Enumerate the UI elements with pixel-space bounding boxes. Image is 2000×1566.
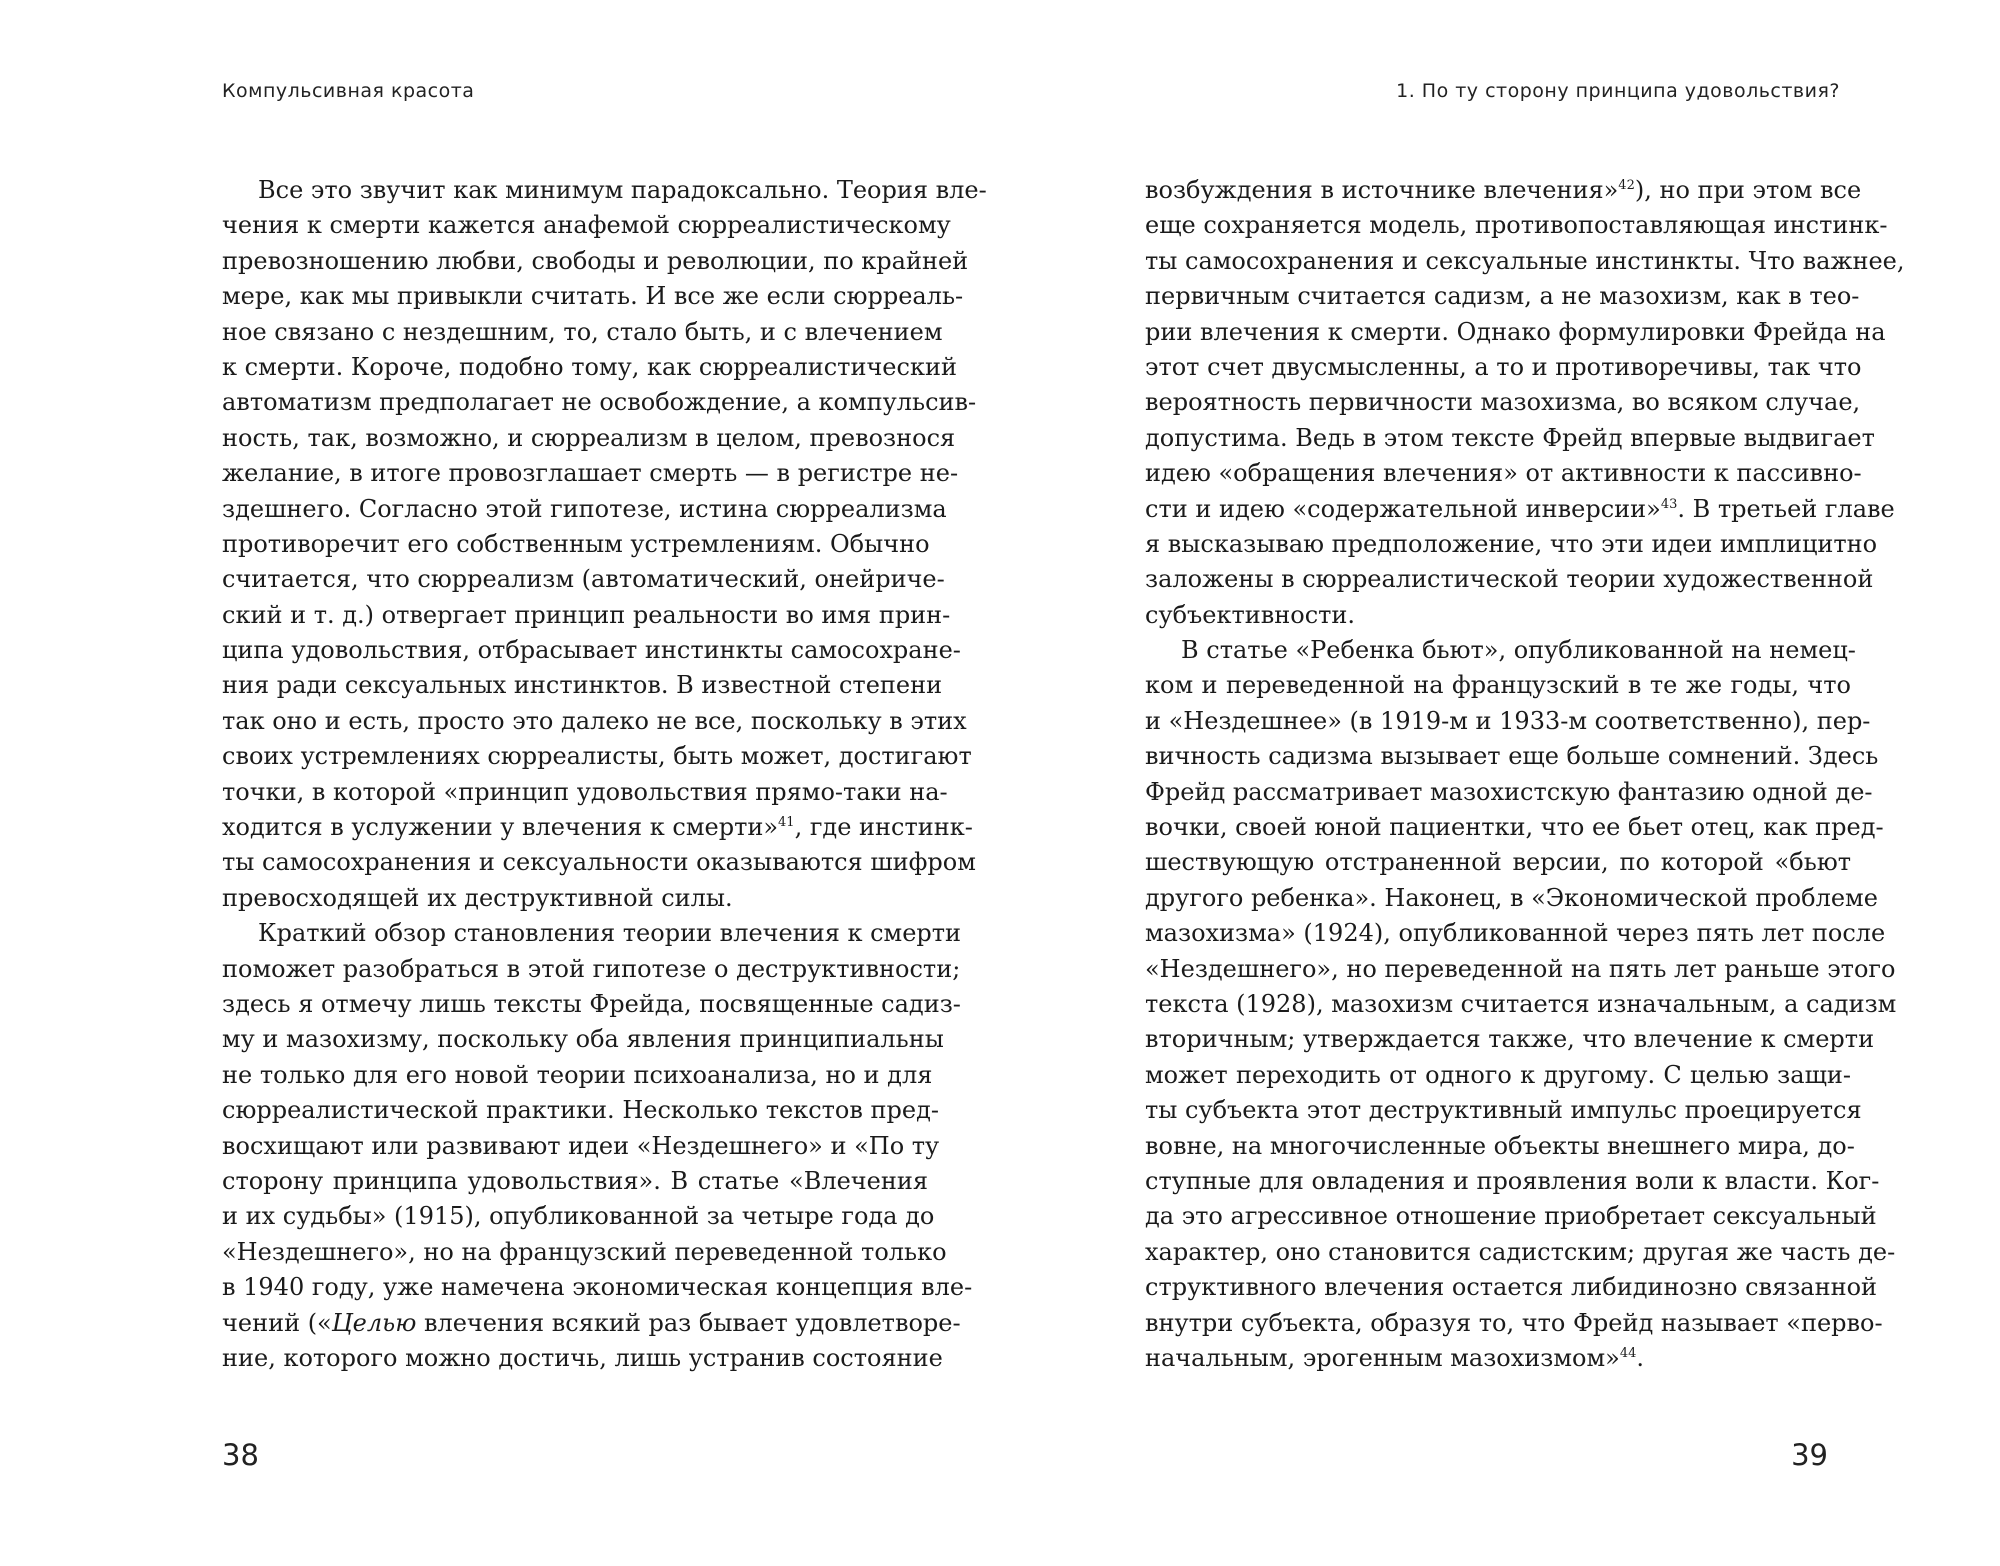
text-line: ты субъекта этот деструктивный импульс проецируется [1145, 1096, 1862, 1125]
text-line: я высказываю предположение, что эти идеи имплицитно [1145, 529, 1878, 558]
text-line: допустима. Ведь в этом тексте Фрейд впервые выдвигает [1145, 423, 1875, 452]
text-line-with-footnote [1145, 492, 1895, 527]
left-page-text [222, 173, 987, 1376]
text-line: текста (1928), мазохизм считается изначальным, а садизм [1145, 989, 1897, 1018]
text-line: желание, в итоге провозглашает смерть — в регистре не- [222, 459, 959, 488]
text-line: восхищают или развивают идеи «Нездешнего» и «По ту [222, 1131, 940, 1160]
text-line: вочки, своей юной пациентки, что ее бьет отец, как пред- [1145, 813, 1884, 842]
text-line: к смерти. Короче, подобно тому, как сюрреалистический [222, 352, 957, 381]
text-line: ком и переведенной на французский в те же годы, что [1145, 671, 1851, 700]
text-line: «Нездешнего», но переведенной на пять лет раньше этого [1145, 954, 1896, 983]
text-line: противоречит его собственным устремлениям. Обычно [222, 529, 930, 558]
text-line: в 1940 году, уже намечена экономическая концепция вле- [222, 1273, 973, 1302]
text-line: еще сохраняется модель, противопоставляющая инстинк- [1145, 211, 1888, 240]
footnote-ref-43: 43 [1660, 496, 1678, 512]
text-line: ты самосохранения и сексуальные инстинкты. Что важнее, [1145, 246, 1905, 275]
text-line: считается, что сюрреализм (автоматический, онейриче- [222, 565, 945, 594]
page-number-left: 38 [222, 1438, 259, 1472]
text-line: «Нездешнего», но на французский переведенной только [222, 1237, 947, 1266]
text-line: чения к смерти кажется анафемой сюрреалистическому [222, 211, 951, 240]
text-line: этот счет двусмысленны, а то и противоречивы, так что [1145, 352, 1862, 381]
footnote-ref-41: 41 [778, 815, 795, 831]
italic-term: Целью [331, 1308, 417, 1337]
right-page-text [1145, 173, 1905, 1376]
text-line: ние, которого можно достичь, лишь устранив состояние [222, 1343, 943, 1372]
text-line: не только для его новой теории психоанализа, но и для [222, 1060, 933, 1089]
page-number-right: 39 [1791, 1438, 1828, 1472]
text-line-with-footnote [1145, 1341, 1851, 1376]
text-line: сюрреалистической практики. Несколько текстов пред- [222, 1096, 939, 1125]
text-line: да это агрессивное отношение приобретает сексуальный [1145, 1202, 1877, 1231]
text-segment: , где инстинк- [794, 813, 973, 842]
text-line-with-italic [222, 1306, 961, 1341]
text-line: сторону принципа удовольствия». В статье «Влечения [222, 1166, 928, 1195]
text-line: так оно и есть, просто это далеко не все, поскольку в этих [222, 706, 967, 735]
text-line: первичным считается садизм, а не мазохизм, как в тео- [1145, 282, 1860, 311]
text-line: ский и т. д.) отвергает принцип реальности во имя прин- [222, 600, 951, 629]
text-line: ты самосохранения и сексуальности оказываются шифром [222, 848, 976, 877]
text-line: субъективности. [1145, 600, 1356, 629]
text-line: и их судьбы» (1915), опубликованной за четыре года до [222, 1202, 935, 1231]
text-line: внутри субъекта, образуя то, что Фрейд называет «перво- [1145, 1308, 1883, 1337]
text-line: заложены в сюрреалистической теории художественной [1145, 565, 1874, 594]
text-line: шествующую отстраненной версии, по которой «бьют [1145, 848, 1851, 877]
text-line: вторичным; утверждается также, что влечение к смерти [1145, 1025, 1875, 1054]
text-line: Краткий обзор становления теории влечения к смерти [258, 919, 962, 948]
text-line: ное связано с нездешним, то, стало быть, и с влечением [222, 317, 943, 346]
text-line: ния ради сексуальных инстинктов. В известной степени [222, 671, 943, 700]
text-line: мазохизма» (1924), опубликованной через пять лет после [1145, 919, 1886, 948]
running-head-left: Компульсивная красота [222, 80, 475, 102]
text-line: Все это звучит как минимум парадоксально. Теория вле- [258, 176, 987, 204]
text-segment: сти и идею «содержательной инверсии» [1145, 494, 1661, 523]
text-segment: . [1636, 1343, 1645, 1372]
text-line: ность, так, возможно, и сюрреализм в целом, превознося [222, 423, 956, 452]
text-line: и «Нездешнее» (в 1919-м и 1933-м соответственно), пер- [1145, 706, 1871, 735]
text-line: структивного влечения остается либидинозно связанной [1145, 1273, 1878, 1302]
text-line: превосходящей их деструктивной силы. [222, 883, 733, 912]
text-segment: ), но при этом все [1634, 176, 1862, 204]
text-segment: возбуждения в источнике влечения» [1145, 176, 1619, 204]
text-line: рии влечения к смерти. Однако формулировки Фрейда на [1145, 317, 1886, 346]
text-line: превозношению любви, свободы и революции, по крайней [222, 246, 969, 275]
footnote-ref-44: 44 [1619, 1345, 1637, 1361]
right-page [1000, 0, 2000, 1566]
text-segment: начальным, эрогенным мазохизмом» [1145, 1343, 1620, 1372]
text-line: поможет разобраться в этой гипотезе о деструктивности; [222, 954, 961, 983]
text-line: своих устремлениях сюрреалисты, быть может, достигают [222, 742, 972, 771]
text-segment: ходится в услужении у влечения к смерти» [222, 813, 779, 842]
text-line: характер, оно становится садистским; другая же часть де- [1145, 1237, 1896, 1266]
text-line: Фрейд рассматривает мазохистскую фантазию одной де- [1145, 777, 1873, 806]
text-segment: чений (« [222, 1308, 332, 1337]
text-line: здешнего. Согласно этой гипотезе, истина сюрреализма [222, 494, 947, 523]
text-line: ципа удовольствия, отбрасывает инстинкты самосохране- [222, 636, 961, 665]
text-line-with-footnote [222, 810, 973, 845]
text-line: мере, как мы привыкли считать. И все же если сюрреаль- [222, 282, 964, 311]
text-line: здесь я отмечу лишь тексты Фрейда, посвященные садиз- [222, 989, 961, 1018]
text-line: другого ребенка». Наконец, в «Экономической проблеме [1145, 883, 1878, 912]
text-line: му и мазохизму, поскольку оба явления принципиальны [222, 1025, 944, 1054]
text-segment: . В третьей главе [1677, 494, 1895, 523]
text-line: В статье «Ребенка бьют», опубликованной на немец- [1181, 636, 1856, 665]
text-line: точки, в которой «принцип удовольствия прямо-таки на- [222, 777, 948, 806]
text-line: автоматизм предполагает не освобождение, а компульсив- [222, 388, 977, 417]
text-segment: влечения всякий раз бывает удовлетворе- [416, 1308, 961, 1337]
running-head-right: 1. По ту сторону принципа удовольствия? [1396, 80, 1840, 102]
text-line-with-footnote [1145, 173, 1862, 208]
text-line: вовне, на многочисленные объекты внешнего мира, до- [1145, 1131, 1855, 1160]
text-line: ступные для овладения и проявления воли к власти. Ког- [1145, 1166, 1880, 1195]
text-line: идею «обращения влечения» от активности к пассивно- [1145, 459, 1862, 488]
footnote-ref-42: 42 [1618, 178, 1635, 193]
text-line: вероятность первичности мазохизма, во всяком случае, [1145, 388, 1861, 417]
text-line: может переходить от одного к другому. С целью защи- [1145, 1060, 1851, 1089]
text-line: вичность садизма вызывает еще больше сомнений. Здесь [1145, 742, 1879, 771]
